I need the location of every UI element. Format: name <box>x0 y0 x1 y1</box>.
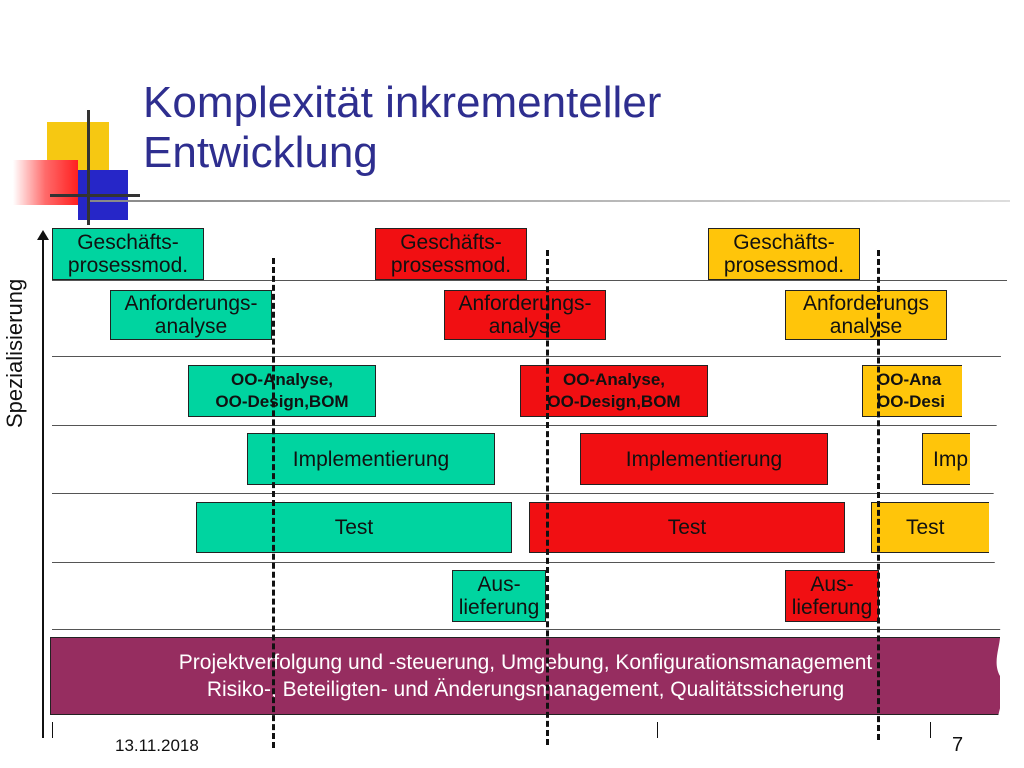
inc2-impl-label: Implementierung <box>625 447 783 471</box>
inc3-anf-line1: Anforderungs <box>802 292 930 315</box>
inc1-implementierung-box <box>247 433 495 485</box>
project-bar-line1: Projektverfolgung und -steuerung, Umgebung, Konfigurationsmanagement <box>178 651 873 674</box>
footer-date: 13.11.2018 <box>115 736 199 755</box>
inc1-oo-analyse-box <box>188 365 376 417</box>
inc2-geschaeftsprozess-box <box>375 228 527 280</box>
inc2-oo-line1: OO-Analyse, <box>562 370 666 389</box>
logo-red-square <box>13 160 78 205</box>
inc1-gpm-line2: prosessmod. <box>67 254 189 277</box>
inc2-gpm-line1: Geschäfts- <box>400 231 502 254</box>
inc3-oo-line1: OO-Ana <box>877 370 942 389</box>
y-axis-arrow <box>37 230 49 240</box>
row-separator <box>52 280 1007 281</box>
inc3-gpm-line2: prosessmod. <box>723 254 845 277</box>
inc3-geschaeftsprozess-box <box>708 228 860 280</box>
inc2-aus-line1: Aus- <box>810 573 854 596</box>
logo-vline <box>87 110 90 225</box>
inc1-oo-line2: OO-Design,BOM <box>215 392 349 411</box>
inc2-test-box <box>529 502 845 553</box>
inc3-anforderungsanalyse-box <box>785 290 947 340</box>
inc2-implementierung-box <box>580 433 828 485</box>
inc1-anforderungsanalyse-box <box>110 290 272 340</box>
inc2-test-label: Test <box>667 516 707 539</box>
inc3-anf-line2: analyse <box>829 315 903 338</box>
inc3-test-label: Test <box>906 516 945 539</box>
inc1-gpm-line1: Geschäfts- <box>77 231 179 254</box>
inc1-impl-label: Implementierung <box>292 447 450 471</box>
title-line-1: Komplexität inkrementeller <box>143 78 662 127</box>
inc2-auslieferung-box <box>785 570 879 622</box>
inc1-auslieferung-box <box>452 570 546 622</box>
title-line-2: Entwicklung <box>143 128 378 177</box>
row-separator <box>52 562 1007 563</box>
logo-decoration <box>0 100 140 230</box>
inc2-oo-line2: OO-Design,BOM <box>547 392 681 411</box>
project-bar-line2: Risiko-, Beteiligten- und Änderungsmanagement, Qualitätssicherung <box>206 678 845 701</box>
inc1-aus-line1: Aus- <box>477 573 521 596</box>
inc2-anf-line2: analyse <box>488 315 562 338</box>
inc1-test-box <box>196 502 512 553</box>
slide-title <box>143 78 1003 178</box>
torn-edge <box>940 340 1024 730</box>
row-separator <box>52 356 1007 357</box>
increment-boundary-line <box>272 258 275 748</box>
footer-tick <box>52 722 53 738</box>
title-underline <box>90 200 1010 202</box>
axis-label: Spezialisierung <box>2 278 27 428</box>
inc1-oo-line1: OO-Analyse, <box>230 370 334 389</box>
inc2-anf-line1: Anforderungs- <box>458 292 592 315</box>
inc2-gpm-line2: prosessmod. <box>390 254 512 277</box>
inc3-gpm-line1: Geschäfts- <box>733 231 835 254</box>
increment-boundary-line <box>877 250 880 740</box>
inc3-oo-line2: OO-Desi <box>877 392 946 411</box>
row-separator <box>52 629 1007 630</box>
inc1-anf-line1: Anforderungs- <box>124 292 258 315</box>
logo-hline <box>50 194 140 197</box>
inc1-test-label: Test <box>334 516 374 539</box>
inc1-aus-line2: lieferung <box>458 596 540 619</box>
inc1-anf-line2: analyse <box>154 315 228 338</box>
inc2-anforderungsanalyse-box <box>444 290 606 340</box>
row-separator <box>52 425 1007 426</box>
inc3-impl-label: Imp <box>933 447 969 471</box>
increment-boundary-line <box>546 250 549 745</box>
project-management-bar <box>50 637 1000 715</box>
inc1-geschaeftsprozess-box <box>52 228 204 280</box>
row-separator <box>52 493 1007 494</box>
inc2-aus-line2: lieferung <box>791 596 873 619</box>
y-axis-line <box>42 238 44 738</box>
page-number: 7 <box>952 734 964 756</box>
footer-tick <box>657 722 658 738</box>
footer-tick <box>930 722 931 738</box>
